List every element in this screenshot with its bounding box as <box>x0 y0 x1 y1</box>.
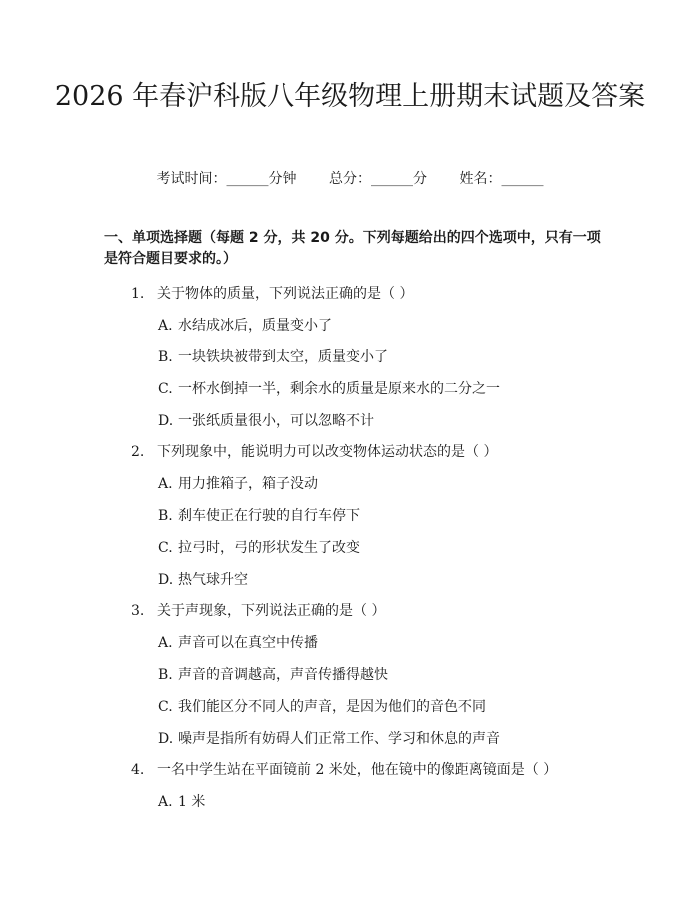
question-2 <box>131 441 497 461</box>
option-letter: B. <box>158 667 173 683</box>
name-blank: ______ <box>501 171 544 187</box>
option-letter: B. <box>158 349 173 365</box>
question-text: 下列现象中，能说明力可以改变物体运动状态的是（ ） <box>157 444 498 460</box>
question-3-option-a <box>158 632 318 652</box>
exam-title: 2026 年春沪科版八年级物理上册期末试题及答案 <box>54 81 646 112</box>
name-field <box>459 168 543 188</box>
question-2-option-a <box>158 473 318 493</box>
option-letter: B. <box>158 508 173 524</box>
question-1-option-c <box>158 378 500 398</box>
option-text: 拉弓时，弓的形状发生了改变 <box>178 540 360 556</box>
option-text: 一杯水倒掉一半，剩余水的质量是原来水的二分之一 <box>178 381 500 397</box>
option-letter: C. <box>158 699 173 715</box>
option-text: 声音可以在真空中传播 <box>178 635 318 651</box>
score-field <box>329 168 427 188</box>
question-1-option-b <box>158 346 388 366</box>
question-number: 3. <box>131 603 145 619</box>
question-2-option-d <box>158 569 248 589</box>
option-text: 一张纸质量很小，可以忽略不计 <box>178 413 374 429</box>
option-text: 噪声是指所有妨碍人们正常工作、学习和休息的声音 <box>178 731 500 747</box>
option-letter: C. <box>158 381 173 397</box>
option-text: 1 米 <box>178 794 206 810</box>
question-1-option-d <box>158 410 374 430</box>
question-1-option-a <box>158 315 332 335</box>
question-3-option-b <box>158 664 388 684</box>
exam-time-blank: ______ <box>226 171 269 187</box>
option-text: 水结成冰后，质量变小了 <box>178 318 332 334</box>
exam-time-field <box>157 168 297 188</box>
option-text: 一块铁块被带到太空，质量变小了 <box>178 349 388 365</box>
option-text: 我们能区分不同人的声音，是因为他们的音色不同 <box>178 699 486 715</box>
question-text: 一名中学生站在平面镜前 2 米处，他在镜中的像距离镜面是（ ） <box>157 762 558 778</box>
option-text: 刹车使正在行驶的自行车停下 <box>178 508 360 524</box>
name-label: 姓名： <box>459 171 502 187</box>
option-text: 热气球升空 <box>178 572 248 588</box>
option-letter: D. <box>158 731 174 747</box>
question-number: 2. <box>131 444 145 460</box>
exam-time-unit: 分钟 <box>268 171 297 187</box>
question-3-option-d <box>158 728 500 748</box>
question-4 <box>131 759 557 779</box>
option-letter: D. <box>158 572 174 588</box>
question-text: 关于物体的质量，下列说法正确的是（ ） <box>157 286 414 302</box>
score-label: 总分： <box>329 171 371 187</box>
question-2-option-c <box>158 537 360 557</box>
score-unit: 分 <box>413 171 427 187</box>
question-4-option-a <box>158 791 205 811</box>
question-3 <box>131 600 385 620</box>
question-3-option-c <box>158 696 486 716</box>
exam-time-label: 考试时间： <box>156 171 227 187</box>
question-number: 4. <box>131 762 145 778</box>
exam-info-row <box>0 168 700 188</box>
option-letter: D. <box>158 413 174 429</box>
question-number: 1. <box>131 286 145 302</box>
score-blank: ______ <box>371 171 413 187</box>
option-letter: A. <box>158 794 173 810</box>
option-letter: A. <box>158 635 173 651</box>
question-1 <box>131 283 413 303</box>
option-letter: C. <box>158 540 173 556</box>
question-2-option-b <box>158 505 360 525</box>
option-text: 用力推箱子，箱子没动 <box>178 476 318 492</box>
option-letter: A. <box>158 318 173 334</box>
question-text: 关于声现象，下列说法正确的是（ ） <box>157 603 386 619</box>
option-text: 声音的音调越高，声音传播得越快 <box>178 667 388 683</box>
option-letter: A. <box>158 476 173 492</box>
section-1-heading: 一、单项选择题（每题 2 分，共 20 分。下列每题给出的四个选项中，只有一项是符合题目要求的。） <box>104 230 601 267</box>
